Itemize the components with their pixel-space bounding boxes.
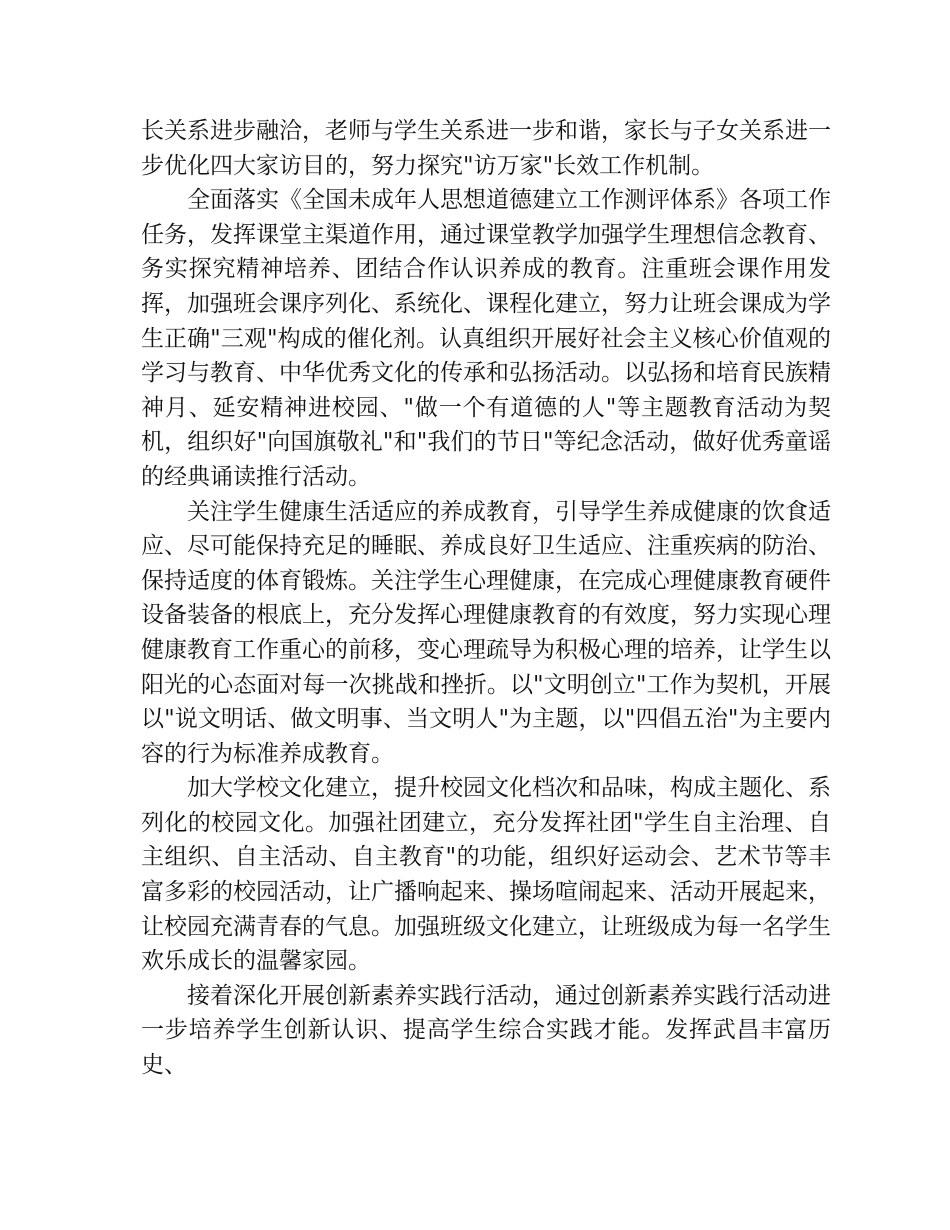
paragraph-1: 长关系进步融洽，老师与学生关系进一步和谐，家长与子女关系进一步优化四大家访目的，努力探究"访万家"长效工作机制。 — [141, 118, 831, 179]
document-body — [141, 114, 831, 1083]
paragraph-5: 接着深化开展创新素养实践行活动，通过创新素养实践行活动进一步培养学生创新认识、提高学生综合实践才能。发挥武昌丰富历史、 — [141, 982, 831, 1079]
paragraph-3: 关注学生健康生活适应的养成教育，引导学生养成健康的饮食适应、尽可能保持充足的睡眠、养成良好卫生适应、注重疾病的防治、保持适度的体育锻炼。关注学生心理健康，在完成心理健康教育硬件设备装备的根底上，充分发挥心理健康教育的有效度，努力实现心理健康教育工作重心的前移，变心理疏导为积极心理的培养，让学生以阳光的心态面对每一次挑战和挫折。以"文明创立"工作为契机，开展以"说文明话、做文明事、当文明人"为主题，以"四倡五治"为主要内容的行为标准养成教育。 — [141, 498, 831, 767]
paragraph-2: 全面落实《全国未成年人思想道德建立工作测评体系》各项工作任务，发挥课堂主渠道作用，通过课堂教学加强学生理想信念教育、务实探究精神培养、团结合作认识养成的教育。注重班会课作用发挥，加强班会课序列化、系统化、课程化建立，努力让班会课成为学生正确"三观"构成的催化剂。认真组织开展好社会主义核心价值观的学习与教育、中华优秀文化的传承和弘扬活动。以弘扬和培育民族精神月、延安精神进校园、"做一个有道德的人"等主题教育活动为契机，组织好"向国旗敬礼"和"我们的节日"等纪念活动，做好优秀童谣的经典诵读推行活动。 — [141, 187, 831, 490]
paragraph-4: 加大学校文化建立，提升校园文化档次和品味，构成主题化、系列化的校园文化。加强社团建立，充分发挥社团"学生自主治理、自主组织、自主活动、自主教育"的功能，组织好运动会、艺术节等丰富多彩的校园活动，让广播响起来、操场喧闹起来、活动开展起来，让校园充满青春的气息。加强班级文化建立，让班级成为每一名学生欢乐成长的温馨家园。 — [141, 775, 831, 975]
